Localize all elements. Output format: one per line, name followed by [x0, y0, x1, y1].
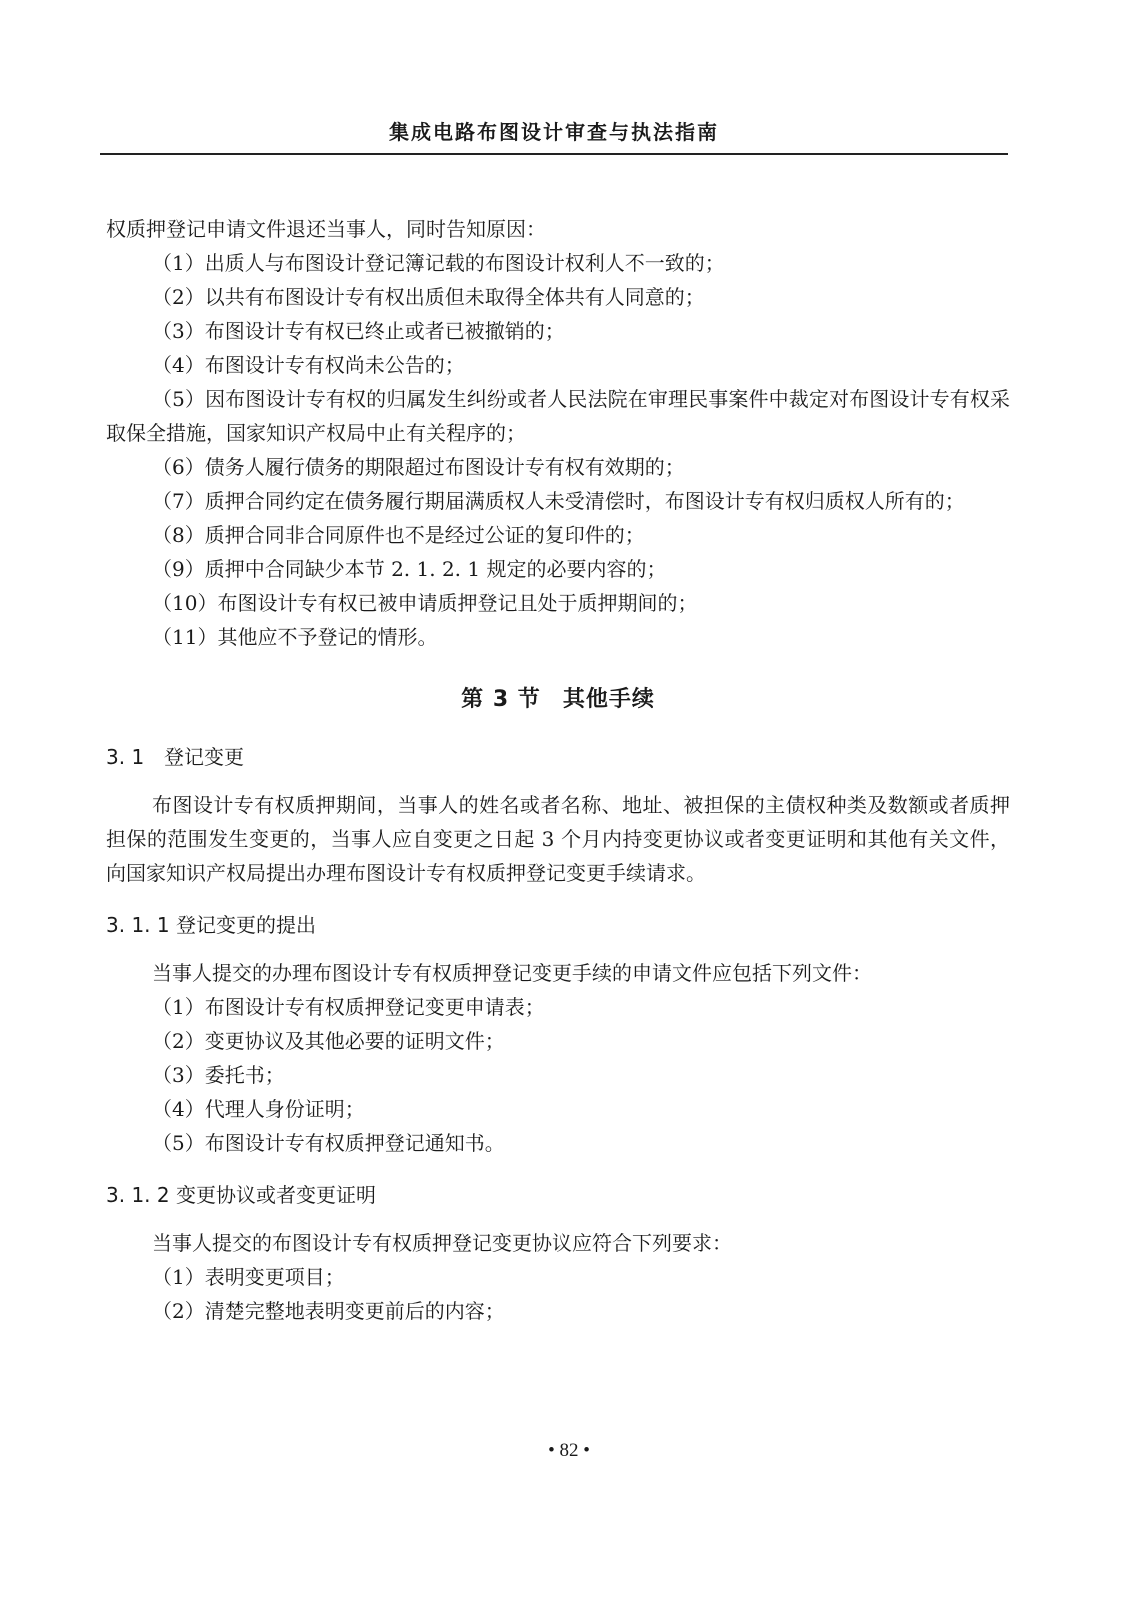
- paragraph-continuation: 权质押登记申请文件退还当事人，同时告知原因：: [106, 217, 546, 241]
- section-title: [106, 680, 1010, 720]
- list-item: （4）代理人身份证明；: [152, 1097, 365, 1121]
- section-name: 其他手续: [562, 687, 655, 712]
- paragraph: 当事人提交的布图设计专有权质押登记变更协议应符合下列要求：: [152, 1231, 732, 1255]
- list-item: （3）布图设计专有权已终止或者已被撤销的；: [152, 319, 565, 343]
- list-item: （1）布图设计专有权质押登记变更申请表；: [152, 995, 545, 1019]
- running-header: 集成电路布图设计审查与执法指南: [389, 120, 719, 144]
- list-item: （1）表明变更项目；: [152, 1265, 345, 1289]
- page-number: • 82 •: [548, 1440, 590, 1461]
- subsection-heading: [106, 740, 1010, 774]
- list-item: （5）因布图设计专有权的归属发生纠纷或者人民法院在审理民事案件中裁定对布图设计专有权采取保全措施，国家知识产权局中止有关程序的；: [106, 387, 1010, 445]
- list-item: （9）质押中合同缺少本节 2. 1. 2. 1 规定的必要内容的；: [152, 557, 667, 581]
- list-item: （5）布图设计专有权质押登记通知书。: [152, 1131, 505, 1155]
- list-item: （8）质押合同非合同原件也不是经过公证的复印件的；: [152, 523, 645, 547]
- list-item: （3）委托书；: [152, 1063, 285, 1087]
- list-item: （2）变更协议及其他必要的证明文件；: [152, 1029, 505, 1053]
- list-item: （10）布图设计专有权已被申请质押登记且处于质押期间的；: [152, 591, 698, 615]
- list-item: （2）清楚完整地表明变更前后的内容；: [152, 1299, 505, 1323]
- list-item: （11）其他应不予登记的情形。: [152, 625, 438, 649]
- list-item: （2）以共有布图设计专有权出质但未取得全体共有人同意的；: [152, 285, 705, 309]
- paragraph: 当事人提交的办理布图设计专有权质押登记变更手续的申请文件应包括下列文件：: [152, 961, 872, 985]
- header-rule: [100, 153, 1008, 155]
- subsection-number: 3. 1: [106, 745, 145, 769]
- subsection-title: 登记变更: [164, 745, 244, 769]
- page-body: [106, 212, 1010, 1328]
- section-number: 第 3 节: [461, 687, 541, 712]
- paragraph: 布图设计专有权质押期间，当事人的姓名或者名称、地址、被担保的主债权种类及数额或者质押担保的范围发生变更的，当事人应自变更之日起 3 个月内持变更协议或者变更证明和其他有关文件，向国家知识产权局提出办理布图设计专有权质押登记变更手续请求。: [106, 793, 1010, 885]
- list-item: （4）布图设计专有权尚未公告的；: [152, 353, 465, 377]
- subsubsection-heading: 3. 1. 1 登记变更的提出: [106, 913, 316, 937]
- subsubsection-heading: 3. 1. 2 变更协议或者变更证明: [106, 1183, 376, 1207]
- list-item: （7）质押合同约定在债务履行期届满质权人未受清偿时，布图设计专有权归质权人所有的；: [152, 489, 965, 513]
- list-item: （6）债务人履行债务的期限超过布图设计专有权有效期的；: [152, 455, 685, 479]
- list-item: （1）出质人与布图设计登记簿记载的布图设计权利人不一致的；: [152, 251, 725, 275]
